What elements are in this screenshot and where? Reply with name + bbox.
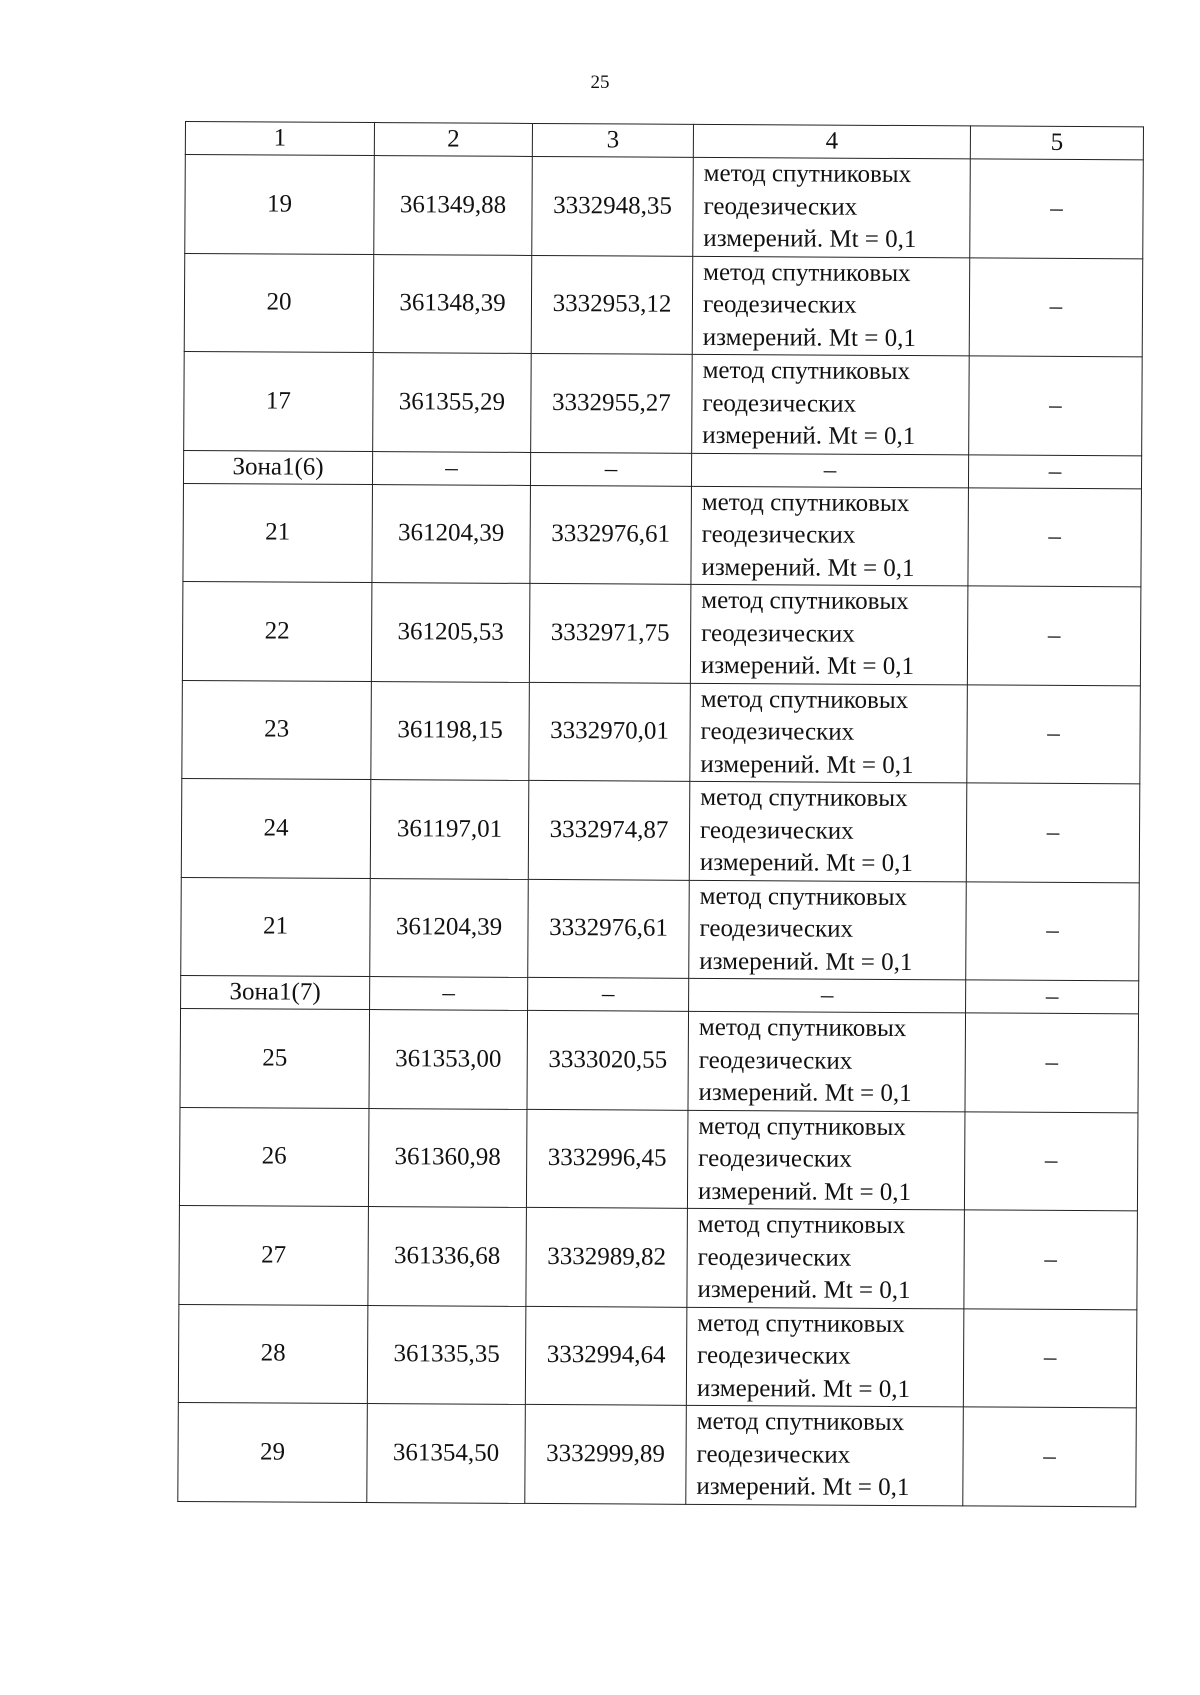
point-id: 28 bbox=[178, 1304, 368, 1404]
method-line: метод спутниковых bbox=[699, 882, 908, 911]
coord-y: 3332989,82 bbox=[526, 1207, 688, 1306]
header-col-2: 2 bbox=[374, 123, 532, 157]
method-cell bbox=[693, 157, 971, 257]
zone-label: Зона1(7) bbox=[181, 975, 370, 1009]
method-cell bbox=[689, 978, 966, 1013]
table-row bbox=[178, 1304, 1137, 1408]
coord-x: 361204,39 bbox=[370, 878, 529, 977]
method-line: измерений. Mt = 0,1 bbox=[698, 1078, 912, 1108]
method-line: геодезических bbox=[698, 1144, 852, 1173]
method-cell bbox=[686, 1405, 964, 1505]
table-row bbox=[181, 877, 1140, 981]
method-line: геодезических bbox=[697, 1341, 851, 1370]
note-cell: – bbox=[964, 1210, 1138, 1309]
table-row bbox=[182, 680, 1141, 784]
method-line: измерений. Mt = 0,1 bbox=[700, 750, 914, 779]
table-row bbox=[179, 1205, 1138, 1309]
table-row bbox=[179, 1107, 1138, 1211]
note-cell: – bbox=[969, 356, 1143, 455]
coord-x: 361349,88 bbox=[374, 156, 533, 255]
note-cell: – bbox=[969, 257, 1143, 356]
point-id: 20 bbox=[184, 253, 374, 353]
coord-y: 3332976,61 bbox=[530, 485, 692, 584]
page-number: 25 bbox=[590, 72, 610, 93]
coord-x: – bbox=[372, 451, 530, 485]
method-cell bbox=[688, 1011, 966, 1111]
note-cell: – bbox=[968, 454, 1141, 488]
note-cell: – bbox=[966, 980, 1139, 1014]
method-line: измерений. Mt = 0,1 bbox=[696, 1472, 910, 1502]
table-row bbox=[185, 155, 1144, 259]
method-line: метод спутниковых bbox=[703, 258, 911, 287]
table-row bbox=[184, 351, 1143, 455]
method-line: геодезических bbox=[699, 914, 854, 943]
coord-x: – bbox=[370, 977, 528, 1011]
method-line: метод спутниковых bbox=[702, 356, 911, 386]
coord-y: 3332971,75 bbox=[529, 583, 691, 682]
method-cell bbox=[690, 584, 968, 684]
note-cell: – bbox=[963, 1308, 1137, 1407]
method-line: метод спутниковых bbox=[697, 1309, 905, 1338]
point-id: 21 bbox=[181, 877, 371, 977]
method-cell bbox=[692, 354, 970, 454]
zone-label: Зона1(6) bbox=[183, 450, 372, 484]
point-id: 24 bbox=[181, 778, 371, 878]
coord-y: 3332974,87 bbox=[528, 780, 690, 879]
method-line: метод спутниковых bbox=[700, 685, 909, 714]
method-line: измерений. Mt = 0,1 bbox=[696, 1374, 911, 1403]
coord-y: 3332994,64 bbox=[525, 1306, 687, 1405]
method-cell bbox=[686, 1307, 964, 1407]
method-cell bbox=[687, 1110, 965, 1210]
point-id: 29 bbox=[178, 1402, 368, 1502]
coord-y: 3333020,55 bbox=[527, 1010, 689, 1109]
table-header bbox=[185, 122, 1143, 160]
method-line: геодезических bbox=[701, 520, 856, 549]
method-cell bbox=[690, 683, 968, 783]
header-col-1: 1 bbox=[185, 122, 374, 156]
method-cell bbox=[691, 453, 968, 488]
method-line: геодезических bbox=[701, 619, 855, 648]
method-cell bbox=[687, 1208, 965, 1308]
method-cell bbox=[692, 256, 970, 356]
coord-x: 361198,15 bbox=[371, 681, 530, 780]
table-row bbox=[183, 483, 1142, 587]
note-cell: – bbox=[963, 1407, 1137, 1506]
header-col-5: 5 bbox=[970, 126, 1143, 160]
coord-y: – bbox=[530, 452, 691, 486]
coord-x: 361336,68 bbox=[368, 1207, 527, 1306]
method-cell bbox=[691, 486, 969, 586]
table-row bbox=[184, 253, 1143, 357]
point-id: 25 bbox=[180, 1008, 370, 1108]
method-line: метод спутниковых bbox=[701, 488, 910, 517]
table-row bbox=[182, 581, 1141, 685]
method-line: – bbox=[820, 981, 834, 1009]
method-line: геодезических bbox=[696, 1440, 851, 1469]
note-cell: – bbox=[966, 881, 1140, 980]
coord-x: 361204,39 bbox=[372, 484, 531, 583]
point-id: 22 bbox=[182, 581, 372, 681]
note-cell: – bbox=[967, 684, 1141, 783]
point-id: 23 bbox=[182, 680, 372, 780]
point-id: 21 bbox=[183, 483, 373, 583]
method-line: геодезических bbox=[702, 290, 857, 319]
coord-y: 3332970,01 bbox=[529, 682, 691, 781]
point-id: 26 bbox=[179, 1107, 369, 1207]
coord-y: 3332999,89 bbox=[525, 1404, 687, 1503]
method-line: измерений. Mt = 0,1 bbox=[699, 947, 913, 976]
method-line: измерений. Mt = 0,1 bbox=[702, 421, 916, 451]
method-line: геодезических bbox=[702, 389, 857, 418]
method-line: геодезических bbox=[699, 816, 854, 845]
method-line: измерений. Mt = 0,1 bbox=[700, 651, 915, 681]
method-line: геодезических bbox=[698, 1046, 853, 1075]
coord-x: 361353,00 bbox=[369, 1010, 528, 1109]
method-line: измерений. Mt = 0,1 bbox=[701, 553, 915, 582]
point-id: 19 bbox=[185, 155, 375, 255]
method-line: метод спутниковых bbox=[703, 159, 912, 189]
note-cell: – bbox=[964, 1111, 1138, 1210]
coord-y: – bbox=[528, 977, 689, 1011]
coord-y: 3332955,27 bbox=[531, 353, 693, 452]
coord-y: 3332948,35 bbox=[532, 156, 694, 255]
method-line: измерений. Mt = 0,1 bbox=[697, 1177, 912, 1206]
header-col-3: 3 bbox=[532, 123, 693, 157]
note-cell: – bbox=[966, 783, 1140, 882]
table-row bbox=[180, 1008, 1139, 1112]
method-line: метод спутниковых bbox=[700, 783, 908, 813]
point-id: 17 bbox=[184, 351, 374, 451]
point-id: 27 bbox=[179, 1205, 369, 1305]
coord-x: 361335,35 bbox=[367, 1305, 526, 1404]
table-row bbox=[181, 778, 1140, 882]
coord-x: 361355,29 bbox=[373, 353, 532, 452]
coord-x: 361354,50 bbox=[367, 1404, 526, 1503]
method-line: метод спутниковых bbox=[696, 1407, 905, 1437]
table-body bbox=[178, 155, 1144, 1507]
method-line: измерений. Mt = 0,1 bbox=[703, 224, 917, 254]
zone-row bbox=[183, 450, 1141, 488]
coord-y: 3332953,12 bbox=[531, 255, 693, 354]
method-line: метод спутниковых bbox=[697, 1210, 906, 1240]
coord-y: 3332996,45 bbox=[526, 1109, 688, 1208]
method-cell bbox=[689, 781, 967, 881]
coord-x: 361348,39 bbox=[373, 254, 532, 353]
method-line: геодезических bbox=[697, 1243, 852, 1272]
method-line: геодезических bbox=[703, 192, 858, 221]
coord-x: 361197,01 bbox=[370, 780, 529, 879]
table-row bbox=[178, 1402, 1137, 1506]
method-line: – bbox=[823, 456, 837, 484]
note-cell: – bbox=[968, 487, 1142, 586]
coordinates-table bbox=[177, 121, 1144, 1507]
note-cell: – bbox=[967, 586, 1141, 685]
method-line: метод спутниковых bbox=[698, 1112, 906, 1141]
method-cell bbox=[689, 880, 967, 980]
header-col-4: 4 bbox=[693, 124, 970, 159]
method-line: измерений. Mt = 0,1 bbox=[702, 323, 916, 352]
zone-row bbox=[181, 975, 1139, 1013]
note-cell: – bbox=[965, 1013, 1139, 1112]
coord-x: 361205,53 bbox=[371, 583, 530, 682]
method-line: измерений. Mt = 0,1 bbox=[697, 1275, 911, 1305]
coord-y: 3332976,61 bbox=[528, 879, 690, 978]
method-line: измерений. Mt = 0,1 bbox=[699, 848, 914, 878]
method-line: метод спутниковых bbox=[698, 1013, 907, 1043]
method-line: метод спутниковых bbox=[701, 586, 909, 616]
method-line: геодезических bbox=[700, 717, 855, 746]
header-row bbox=[185, 122, 1143, 160]
note-cell: – bbox=[970, 159, 1144, 258]
coord-x: 361360,98 bbox=[368, 1108, 527, 1207]
